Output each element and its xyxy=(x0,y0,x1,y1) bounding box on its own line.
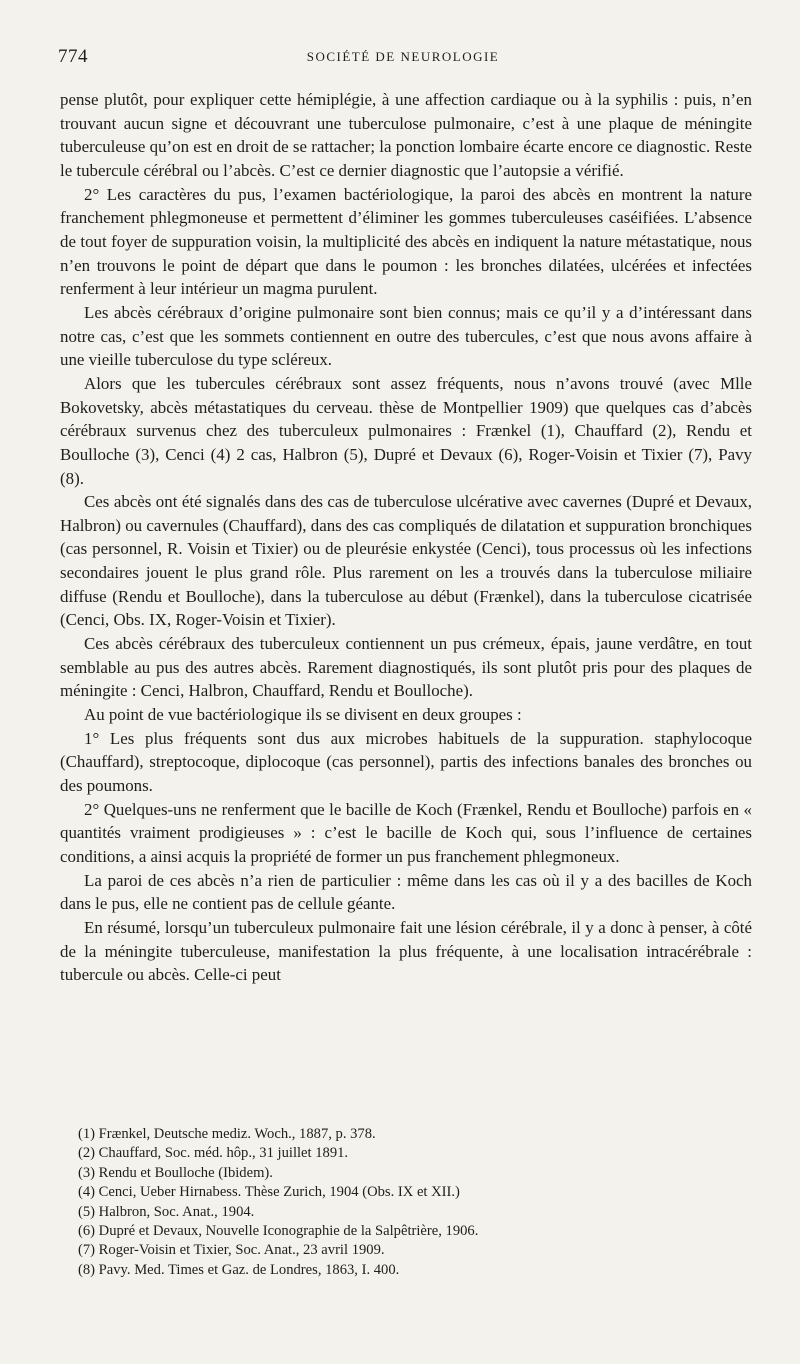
body-text xyxy=(60,88,752,987)
paragraph-5: Ces abcès ont été signalés dans des cas de tuberculose ulcérative avec cavernes (Dupré et Devaux, Halbron) ou cavernules (Chauffard), dans des cas compliqués de dilatation et suppuration bronchiques (cas personnel, R. Voisin et Tixier) ou de pleurésie enkystée (Cenci), tous processus où les infections secondaires jouent le plus grand rôle. Plus rarement on les a trouvés dans la tuberculose miliaire diffuse (Rendu et Boulloche), dans la tuberculose au début (Frænkel), dans la tuberculose cicatrisée (Cenci, Obs. IX, Roger-Voisin et Tixier). xyxy=(60,492,752,630)
footnote-5: (5) Halbron, Soc. Anat., 1904. xyxy=(78,1203,255,1220)
paragraph-8: 1° Les plus fréquents sont dus aux microbes habituels de la suppuration. staphylocoque (Chauffard), streptocoque, diplocoque (cas personnel), partis des infections banales des bronches ou des poumons. xyxy=(60,728,752,796)
footnote-3: (3) Rendu et Boulloche (Ibidem). xyxy=(78,1164,273,1181)
footnote-2: (2) Chauffard, Soc. méd. hôp., 31 juillet 1891. xyxy=(78,1145,349,1162)
footnote-7: (7) Roger-Voisin et Tixier, Soc. Anat., 23 avril 1909. xyxy=(78,1242,385,1259)
paragraph-10: La paroi de ces abcès n’a rien de particulier : même dans les cas où il y a des bacilles de Koch dans le pus, elle ne contient pas de cellule géante. xyxy=(60,870,752,914)
paragraph-4: Alors que les tubercules cérébraux sont assez fréquents, nous n’avons trouvé (avec Mlle Bokovetsky, abcès métastatiques du cerveau. thèse de Montpellier 1909) que quelques cas d’abcès cérébraux survenus chez des tuberculeux pulmonaires : Frænkel (1), Chauffard (2), Rendu et Boulloche (3), Cenci (4) 2 cas, Halbron (5), Dupré et Devaux (6), Roger-Voisin et Tixier (7), Pavy (8). xyxy=(60,373,752,488)
page-header xyxy=(58,46,748,76)
paragraph-11: En résumé, lorsqu’un tuberculeux pulmonaire fait une lésion cérébrale, il y a donc à penser, à côté de la méningite tuberculeuse, manifestation la plus fréquente, à une localisation intracérébrale : tubercule ou abcès. Celle-ci peut xyxy=(60,917,752,985)
paragraph-7: Au point de vue bactériologique ils se divisent en deux groupes : xyxy=(84,705,522,725)
footnotes xyxy=(60,1125,752,1280)
paragraph-2: 2° Les caractères du pus, l’examen bactériologique, la paroi des abcès en montrent la nature franchement phlegmoneuse et permettent d’éliminer les gommes tuberculeuses caséifiées. L’absence de tout foyer de suppuration voisin, la multiplicité des abcès en indiquent la nature métastatique, nous n’en trouvons le point de départ que dans le poumon : les bronches dilatées, ulcérées et infectées renferment à leur intérieur un magma purulent. xyxy=(60,184,752,299)
page-number: 774 xyxy=(58,46,88,67)
paragraph-3: Les abcès cérébraux d’origine pulmonaire sont bien connus; mais ce qu’il y a d’intéressant dans notre cas, c’est que les sommets contiennent en outre des tubercules, c’est que nous avons affaire à une vieille tuberculose du type scléreux. xyxy=(60,302,752,370)
footnote-4: (4) Cenci, Ueber Hirnabess. Thèse Zurich, 1904 (Obs. IX et XII.) xyxy=(78,1184,460,1201)
footnote-8: (8) Pavy. Med. Times et Gaz. de Londres, 1863, I. 400. xyxy=(78,1261,400,1278)
footnote-6: (6) Dupré et Devaux, Nouvelle Iconographie de la Salpêtrière, 1906. xyxy=(78,1223,479,1240)
footnote-1: (1) Frænkel, Deutsche mediz. Woch., 1887, p. 378. xyxy=(78,1126,376,1142)
running-head: SOCIÉTÉ DE NEUROLOGIE xyxy=(306,49,500,64)
paragraph-1: pense plutôt, pour expliquer cette hémiplégie, à une affection cardiaque ou à la syphilis : puis, n’en trouvant aucun signe et découvrant une tuberculose pulmonaire, c’est à une plaque de méningite tuberculeuse qu’on est en droit de se rattacher; la ponction lombaire écarte encore ce diagnostic. Reste le tubercule cérébral ou l’abcès. C’est ce dernier diagnostic que l’autopsie a vérifié. xyxy=(60,90,752,180)
paragraph-9: 2° Quelques-uns ne renferment que le bacille de Koch (Frænkel, Rendu et Boulloche) parfois en « quantités vraiment prodigieuses » : c’est le bacille de Koch qui, sous l’influence de certaines conditions, a ainsi acquis la propriété de former un pus franchement phlegmoneux. xyxy=(60,799,752,866)
paragraph-6: Ces abcès cérébraux des tuberculeux contiennent un pus crémeux, épais, jaune verdâtre, en tout semblable au pus des autres abcès. Rarement diagnostiqués, ils sont plutôt pris pour des plaques de méningite : Cenci, Halbron, Chauffard, Rendu et Boulloche). xyxy=(60,634,752,701)
